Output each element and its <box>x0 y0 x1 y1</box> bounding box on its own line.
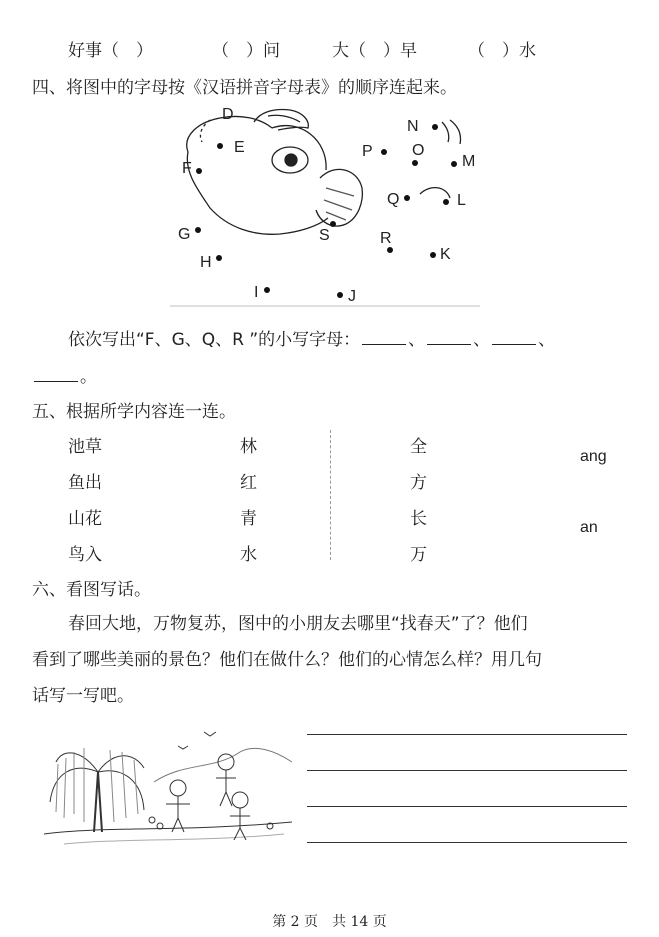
letter-j: J <box>348 288 356 305</box>
q4-prompt-line <box>68 325 555 350</box>
writing-line-3[interactable] <box>307 806 627 807</box>
left-item-3: 山花 <box>68 509 102 529</box>
dot-f <box>196 168 202 174</box>
right-item-4: 万 <box>410 545 427 565</box>
dot-e <box>217 143 223 149</box>
mid-item-2: 红 <box>240 473 257 493</box>
letter-h: H <box>200 254 212 271</box>
q4-title: 四、将图中的字母按《汉语拼音字母表》的顺序连起来。 <box>32 78 457 98</box>
dot-m <box>451 161 457 167</box>
left-item-4: 鸟入 <box>68 545 102 565</box>
page-footer: 第 2 页 共 14 页 <box>272 914 387 930</box>
letter-f: F <box>182 160 192 177</box>
answer-blank-g[interactable] <box>427 330 471 345</box>
dot-j <box>337 292 343 298</box>
answer-blank-r[interactable] <box>34 367 78 382</box>
separator: 、 <box>473 330 491 350</box>
dot-o <box>412 160 418 166</box>
answer-blank-q[interactable] <box>492 330 536 345</box>
dot-g <box>195 227 201 233</box>
letter-i: I <box>254 284 259 301</box>
dot-k <box>430 252 436 258</box>
writing-line-1[interactable] <box>307 734 627 735</box>
letter-d: D <box>222 106 234 123</box>
right-item-1: 全 <box>410 437 427 457</box>
q5-title: 五、根据所学内容连一连。 <box>32 402 236 422</box>
left-item-2: 鱼出 <box>68 473 102 493</box>
q4-prompt-line-2 <box>32 362 97 387</box>
dot-n <box>432 124 438 130</box>
letter-p: P <box>362 143 373 160</box>
q4-prompt: 依次写出“F、G、Q、R ”的小写字母： <box>68 330 361 350</box>
letter-r: R <box>380 230 392 247</box>
right-item-2: 方 <box>410 473 427 493</box>
separator: 、 <box>538 330 556 350</box>
fill-item-3: 大（ ）早 <box>332 41 417 61</box>
separator: 、 <box>408 330 426 350</box>
answer-blank-f[interactable] <box>362 330 406 345</box>
left-item-1: 池草 <box>68 437 102 457</box>
letter-k: K <box>440 246 451 263</box>
dot-l <box>443 199 449 205</box>
fill-item-2: （ ）问 <box>212 41 280 61</box>
q6-title: 六、看图写话。 <box>32 580 151 600</box>
column-divider <box>330 430 331 560</box>
writing-line-2[interactable] <box>307 770 627 771</box>
pinyin-an: an <box>580 519 598 536</box>
letter-s: S <box>319 227 330 244</box>
end-mark: 。 <box>80 367 97 387</box>
q6-text-line-2: 看到了哪些美丽的景色？他们在做什么？他们的心情怎么样？用几句 <box>32 650 542 670</box>
mid-item-3: 青 <box>240 509 257 529</box>
letter-l: L <box>457 192 466 209</box>
mid-item-1: 林 <box>240 437 257 457</box>
writing-line-4[interactable] <box>307 842 627 843</box>
letter-n: N <box>407 118 419 135</box>
dot-q <box>404 195 410 201</box>
fill-item-4: （ ）水 <box>468 41 536 61</box>
dot-h <box>216 255 222 261</box>
fill-item-1: 好事（ ） <box>68 41 153 61</box>
mid-item-4: 水 <box>240 545 257 565</box>
q6-text-line-3: 话写一写吧。 <box>32 686 134 706</box>
fish-illustration <box>150 100 490 315</box>
dot-i <box>264 287 270 293</box>
letter-q: Q <box>387 191 400 208</box>
q6-text-line-1: 春回大地，万物复苏，图中的小朋友去哪里“找春天”了？他们 <box>68 614 528 634</box>
dot-p <box>381 149 387 155</box>
dot-s <box>330 221 336 227</box>
right-item-3: 长 <box>410 509 427 529</box>
dot-r <box>387 247 393 253</box>
letter-o: O <box>412 142 425 159</box>
pinyin-ang: ang <box>580 448 607 465</box>
letter-g: G <box>178 226 191 243</box>
letter-e: E <box>234 139 245 156</box>
letter-m: M <box>462 153 476 170</box>
spring-scene-illustration <box>44 722 294 856</box>
